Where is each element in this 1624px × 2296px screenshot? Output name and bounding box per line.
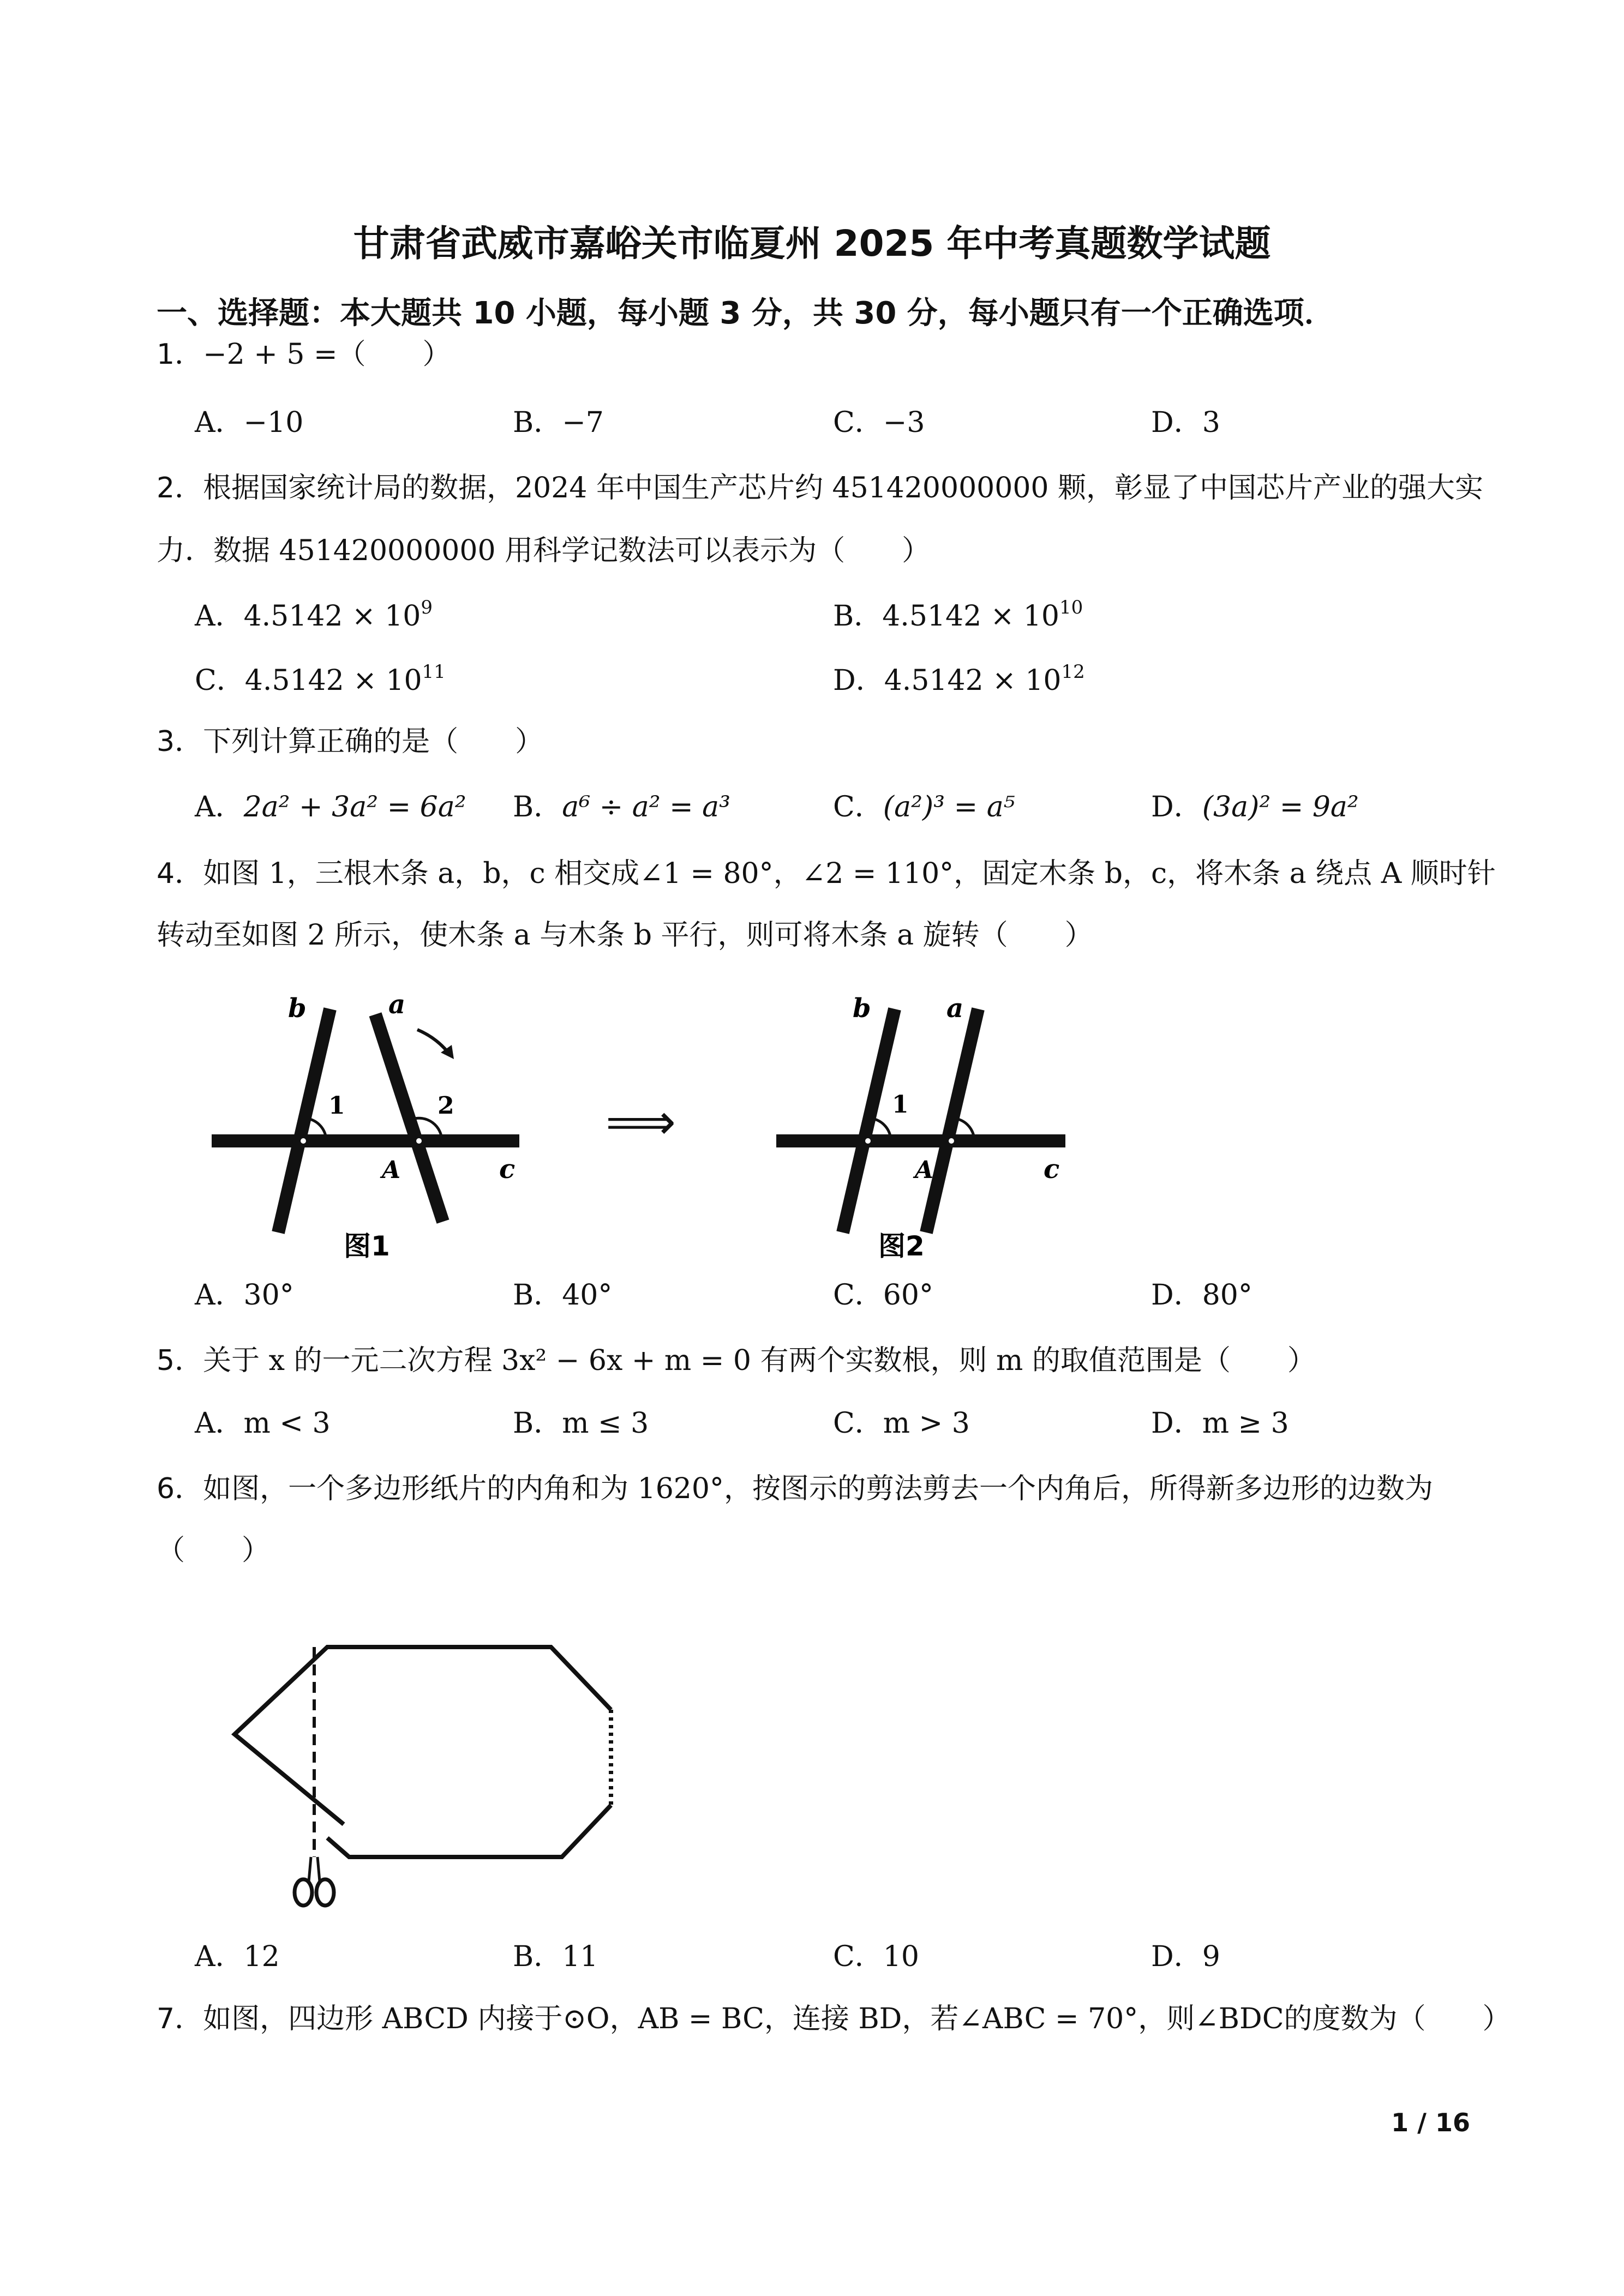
option-b[interactable]: B．m ≤ 3 <box>513 1407 649 1440</box>
question-number: 7． <box>157 2003 203 2035</box>
option-exponent: 12 <box>1061 661 1085 683</box>
option-a[interactable]: A．30° <box>195 1279 294 1312</box>
option-base: 4.5142 × 10 <box>884 664 1062 697</box>
question-6-line-2: （ ） <box>157 1534 271 1567</box>
option-c[interactable] <box>195 661 446 697</box>
stick-b <box>843 1009 895 1233</box>
question-number: 4． <box>157 857 203 890</box>
option-base: 4.5142 × 10 <box>244 664 422 697</box>
figure-1-caption: 图1 <box>344 1230 390 1262</box>
option-exponent: 11 <box>422 661 446 683</box>
option-label: A． <box>195 600 244 633</box>
question-number: 5． <box>157 1344 203 1377</box>
label-a: a <box>946 993 964 1024</box>
intersection-point <box>865 1138 871 1144</box>
option-exponent: 10 <box>1059 597 1083 618</box>
label-A: A <box>915 1156 934 1184</box>
option-expression: (3a)² = 9a² <box>1202 791 1359 824</box>
question-stem: 根据国家统计局的数据，2024 年中国生产芯片约 451420000000 颗，彰显了中国芯片产业的强大实 <box>203 472 1484 504</box>
option-d[interactable] <box>1151 791 1359 824</box>
option-b[interactable] <box>513 791 730 824</box>
option-label: B． <box>833 600 883 633</box>
question-stem: 如图 1，三根木条 a，b，c 相交成∠1 = 80°，∠2 = 110°，固定木条 b，c，将木条 a 绕点 A 顺时针 <box>203 857 1496 890</box>
question-stem: 关于 x 的一元二次方程 3x² − 6x + m = 0 有两个实数根，则 m 的取值范围是（ ） <box>203 1344 1316 1377</box>
question-stem: 如图，一个多边形纸片的内角和为 1620°，按图示的剪法剪去一个内角后，所得新多边形的边数为 <box>203 1472 1433 1505</box>
option-d[interactable]: D．m ≥ 3 <box>1151 1407 1289 1440</box>
rotation-arrow <box>417 1030 447 1051</box>
question-number: 6． <box>157 1472 203 1505</box>
option-d[interactable]: D．9 <box>1151 1940 1220 1973</box>
option-expression: (a²)³ = a⁵ <box>883 791 1015 824</box>
question-number: 1． <box>157 338 203 371</box>
option-b[interactable]: B．11 <box>513 1940 598 1973</box>
stick-a <box>375 1014 443 1222</box>
question-2-line-2: 力．数据 451420000000 用科学记数法可以表示为（ ） <box>157 534 931 567</box>
option-a[interactable] <box>195 791 466 824</box>
option-exponent: 9 <box>421 597 433 618</box>
option-a[interactable]: A．m < 3 <box>195 1407 331 1440</box>
question-5 <box>157 1344 1316 1377</box>
question-6-line-1 <box>157 1472 1433 1505</box>
figure-2-caption: 图2 <box>878 1230 925 1262</box>
figure-1 <box>202 989 529 1276</box>
option-expression: 2a² + 3a² = 6a² <box>243 791 466 824</box>
point-A-marker <box>949 1138 954 1144</box>
label-c: c <box>1044 1154 1060 1185</box>
polygon-outline-bottom <box>327 1805 611 1857</box>
intersection-point <box>301 1138 306 1144</box>
label-c: c <box>499 1154 516 1185</box>
stick-b <box>278 1009 330 1233</box>
question-stem: 如图，四边形 ABCD 内接于⊙O，AB = BC，连接 BD，若∠ABC = 70°，则∠BDC的度数为（ ） <box>203 2003 1511 2035</box>
figure-2 <box>766 993 1094 1276</box>
option-expression: a⁶ ÷ a² = a³ <box>562 791 731 824</box>
option-d[interactable]: D．3 <box>1151 406 1220 439</box>
option-base: 4.5142 × 10 <box>243 600 421 633</box>
label-b: b <box>288 993 307 1024</box>
point-A-marker <box>416 1138 422 1144</box>
option-label: D． <box>1151 791 1202 824</box>
label-A: A <box>382 1156 401 1184</box>
option-d[interactable]: D．80° <box>1151 1279 1253 1312</box>
question-7 <box>157 2003 1511 2035</box>
label-b: b <box>853 993 871 1024</box>
question-1 <box>157 338 451 371</box>
option-label: C． <box>195 664 245 697</box>
option-c[interactable] <box>833 791 1015 824</box>
label-angle-1: 1 <box>328 1092 345 1120</box>
polygon-outline-top <box>235 1647 611 1824</box>
question-stem: −2 + 5 =（ ） <box>203 338 451 371</box>
label-angle-1: 1 <box>892 1091 909 1119</box>
option-base: 4.5142 × 10 <box>882 600 1059 633</box>
option-b[interactable]: B．40° <box>513 1279 613 1312</box>
option-label: B． <box>513 791 562 824</box>
question-stem: 下列计算正确的是（ ） <box>203 725 544 758</box>
option-b[interactable] <box>833 597 1083 633</box>
question-3 <box>157 725 543 758</box>
option-label: C． <box>833 791 883 824</box>
label-a: a <box>388 989 406 1020</box>
transform-arrow: ⟹ <box>606 1093 676 1151</box>
option-a[interactable]: A．−10 <box>195 406 304 439</box>
scissors-icon <box>295 1857 334 1906</box>
option-label: A． <box>195 791 244 824</box>
option-c[interactable]: C．−3 <box>833 406 925 439</box>
option-a[interactable] <box>195 597 433 633</box>
question-number: 2． <box>157 472 203 504</box>
section-heading: 一、选择题：本大题共 10 小题，每小题 3 分，共 30 分，每小题只有一个正确选项． <box>157 296 1335 331</box>
option-c[interactable]: C．10 <box>833 1940 919 1973</box>
option-label: D． <box>833 664 884 697</box>
polygon-figure <box>218 1598 682 1925</box>
question-4-line-2: 转动至如图 2 所示，使木条 a 与木条 b 平行，则可将木条 a 旋转（ ） <box>157 919 1093 952</box>
stick-a <box>926 1009 978 1233</box>
option-b[interactable]: B．−7 <box>513 406 604 439</box>
question-2-line-1 <box>157 472 1483 504</box>
page-number: 1 / 16 <box>1391 2108 1470 2137</box>
option-a[interactable]: A．12 <box>195 1940 280 1973</box>
question-number: 3． <box>157 725 203 758</box>
question-4-line-1 <box>157 857 1496 890</box>
option-d[interactable] <box>833 661 1085 697</box>
option-c[interactable]: C．60° <box>833 1279 933 1312</box>
page-title: 甘肃省武威市嘉峪关市临夏州 2025 年中考真题数学试题 <box>353 223 1271 265</box>
option-c[interactable]: C．m > 3 <box>833 1407 970 1440</box>
label-angle-2: 2 <box>438 1092 454 1120</box>
